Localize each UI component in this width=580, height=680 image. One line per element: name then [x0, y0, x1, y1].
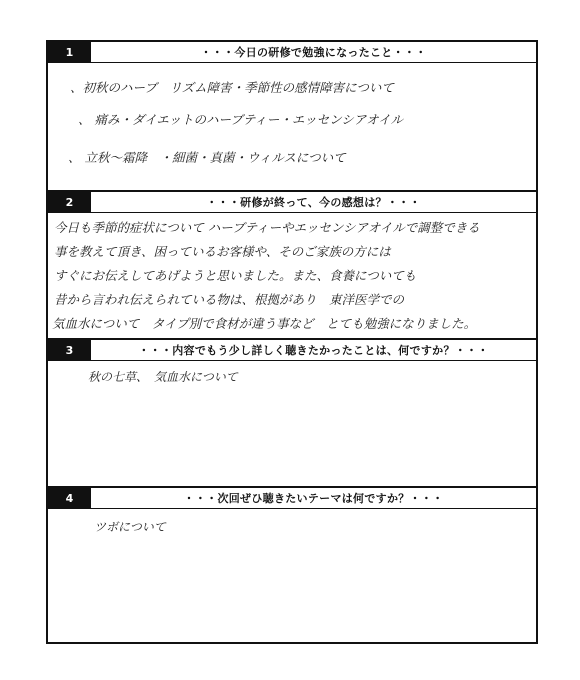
- section-2-question: ・・・研修が終って、今の感想は？・・・: [206, 196, 421, 209]
- section-3-header: [48, 340, 536, 361]
- section-3: [48, 338, 536, 486]
- section-4-question: ・・・次回ぜひ聴きたいテーマは何ですか？・・・: [183, 492, 444, 505]
- section-2-number: 2: [48, 192, 91, 212]
- section-2-answer-line-3: すぐにお伝えしてあげようと思いました。また、食養についても: [54, 268, 417, 283]
- section-4-header: [48, 488, 536, 509]
- section-3-answer: 秋の七草、 気血水について: [88, 370, 238, 384]
- section-1-answer-2: 、 痛み・ダイエットのハーブティー・エッセンシアオイル: [78, 112, 404, 127]
- section-1: [48, 42, 536, 190]
- section-1-number: 1: [48, 42, 91, 62]
- section-2-answer-line-1: 今日も季節的症状について ハーブティーやエッセンシアオイルで調整できる: [54, 220, 480, 235]
- survey-form: [46, 40, 538, 644]
- section-3-question: ・・・内容でもう少し詳しく聴きたかったことは、何ですか？・・・: [138, 344, 489, 357]
- section-1-answer-3: 、 立秋〜霜降 ・細菌・真菌・ウィルスについて: [68, 150, 346, 165]
- section-2-answer-line-5: 気血水について タイプ別で食材が違う事など とても勉強になりました。: [52, 316, 477, 331]
- section-1-answer-1: 、初秋のハーブ リズム障害・季節性の感情障害について: [70, 80, 394, 95]
- section-1-header: [48, 42, 536, 63]
- section-4-number: 4: [48, 488, 91, 508]
- section-3-number: 3: [48, 340, 91, 360]
- section-4-answer: ツボについて: [94, 520, 166, 534]
- section-2: [48, 190, 536, 338]
- section-1-question: ・・・今日の研修で勉強になったこと・・・: [200, 46, 427, 59]
- section-4: [48, 486, 536, 642]
- section-2-answer-line-2: 事を教えて頂き、困っているお客様や、そのご家族の方には: [54, 244, 391, 259]
- section-2-header: [48, 192, 536, 213]
- section-2-answer-line-4: 昔から言われ伝えられている物は、根拠があり 東洋医学での: [54, 292, 405, 307]
